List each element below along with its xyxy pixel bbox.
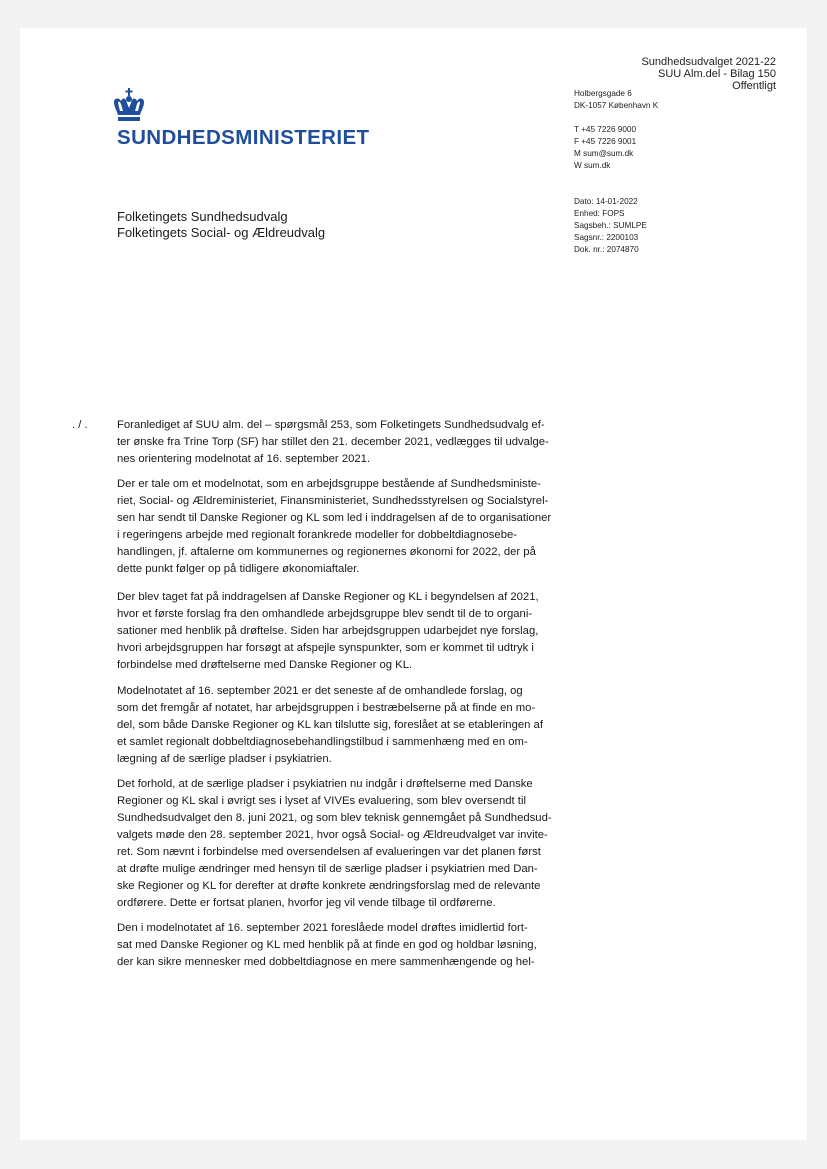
text-line: i regeringens arbejde med regionalt forankrede modeller for dobbeltdiagnosebe- — [117, 529, 518, 541]
text-line: at drøfte mulige ændringer med hensyn til de særlige pladser i psykiatrien med Dan- — [117, 863, 538, 875]
text-line: lægning af de særlige pladser i psykiatrien. — [117, 753, 332, 765]
contact-fax: F +45 7226 9001 — [574, 137, 637, 146]
text-line: Modelnotatet af 16. september 2021 er det seneste af de omhandlede forslag, og — [117, 685, 523, 697]
text-line: Det forhold, at de særlige pladser i psykiatrien nu indgår i drøftelserne med Danske — [117, 778, 533, 790]
paragraph-6 — [117, 920, 537, 971]
enclosure-marker: . / . — [72, 419, 88, 431]
text-line: hvori arbejdsgruppen har forsøgt at afspejle synspunkter, som er kommet til udtryk i — [117, 642, 534, 654]
case-date: Dato: 14-01-2022 — [574, 197, 638, 206]
text-line: del, som både Danske Regioner og KL kan tilslutte sig, foreslået at se etableringen af — [117, 719, 543, 731]
address-line: Holbergsgade 6 — [574, 89, 632, 98]
text-line: ter ønske fra Trine Torp (SF) har stillet den 21. december 2021, vedlægges til udvalge- — [117, 436, 549, 448]
address-line: DK-1057 København K — [574, 101, 659, 110]
text-line: riet, Social- og Ældreministeriet, Finansministeriet, Sundhedsstyrelsen og Socialstyrel- — [117, 495, 549, 507]
stamp-line: Offentligt — [732, 80, 776, 92]
text-line: Foranlediget af SUU alm. del – spørgsmål 253, som Folketingets Sundhedsudvalg ef- — [117, 419, 545, 431]
text-line: sen har sendt til Danske Regioner og KL som led i inddragelsen af de to organisationer — [117, 512, 552, 524]
text-line: handlingen, jf. aftalerne om kommunernes og regionernes økonomi for 2022, der på — [117, 546, 536, 558]
text-line: nes orientering modelnotat af 16. september 2021. — [117, 453, 371, 465]
text-line: Der er tale om et modelnotat, som en arbejdsgruppe bestående af Sundhedsministe- — [117, 478, 541, 490]
paragraph-2 — [117, 476, 551, 578]
text-line: Den i modelnotatet af 16. september 2021 foreslåede model drøftes imidlertid fort- — [117, 922, 528, 934]
text-line: valgets møde den 28. september 2021, hvor også Social- og Ældreudvalget var invite- — [117, 829, 548, 841]
text-line: som det fremgår af notatet, har arbejdsgruppen i bestræbelserne på at finde en mo- — [117, 702, 536, 714]
stamp-line: SUU Alm.del - Bilag 150 — [658, 68, 776, 80]
paragraph-4 — [117, 683, 543, 768]
text-line: ordførere. Dette er fortsat planen, hvorfor jeg vil vende tilbage til ordførerne. — [117, 897, 496, 909]
text-line: sationer med henblik på drøftelse. Siden har arbejdsgruppen udarbejdet nye forslag, — [117, 625, 539, 637]
case-handler: Sagsbeh.: SUMLPE — [574, 221, 647, 230]
text-line: et samlet regionalt dobbeltdiagnosebehandlingstilbud i sammenhæng med en om- — [117, 736, 528, 748]
contact-phone: T +45 7226 9000 — [574, 125, 636, 134]
text-line: dette punkt følger op på tidligere økonomiaftaler. — [117, 563, 360, 575]
text-line: Regioner og KL skal i øvrigt ses i lyset af VIVEs evaluering, som blev oversendt til — [117, 795, 526, 807]
contact-web: W sum.dk — [574, 161, 611, 170]
ministry-logo-text: SUNDHEDSMINISTERIET — [117, 126, 370, 149]
text-line: Sundhedsudvalget den 8. juni 2021, og som blev teknisk gennemgået på Sundhedsud- — [117, 812, 552, 824]
paragraph-3 — [117, 589, 539, 674]
case-unit: Enhed: FOPS — [574, 209, 625, 218]
text-line: hvor et første forslag fra den omhandlede arbejdsgruppe blev sendt til de to organi- — [117, 608, 533, 620]
text-line: der kan sikre mennesker med dobbeltdiagnose en mere sammenhængende og hel- — [117, 956, 535, 968]
text-line: Der blev taget fat på inddragelsen af Danske Regioner og KL i begyndelsen af 2021, — [117, 591, 539, 603]
paragraph-1 — [117, 417, 549, 468]
recipient: Folketingets Sundhedsudvalg — [117, 209, 288, 224]
document-page — [20, 28, 807, 1140]
paragraph-5 — [117, 776, 552, 912]
recipient: Folketingets Social- og Ældreudvalg — [117, 225, 326, 240]
stamp-line: Sundhedsudvalget 2021-22 — [641, 56, 776, 68]
contact-email: M sum@sum.dk — [574, 149, 634, 158]
crown-logo-icon — [111, 88, 147, 129]
case-number: Sagsnr.: 2200103 — [574, 233, 639, 242]
text-line: ske Regioner og KL for derefter at drøfte konkrete ændringsforslag med de relevante — [117, 880, 541, 892]
text-line: sat med Danske Regioner og KL med henblik på at finde en god og holdbar løsning, — [117, 939, 537, 951]
text-line: ret. Som nævnt i forbindelse med oversendelsen af evalueringen var det planen først — [117, 846, 541, 858]
document-number: Dok. nr.: 2074870 — [574, 245, 639, 254]
text-line: forbindelse med drøftelserne med Danske Regioner og KL. — [117, 659, 413, 671]
